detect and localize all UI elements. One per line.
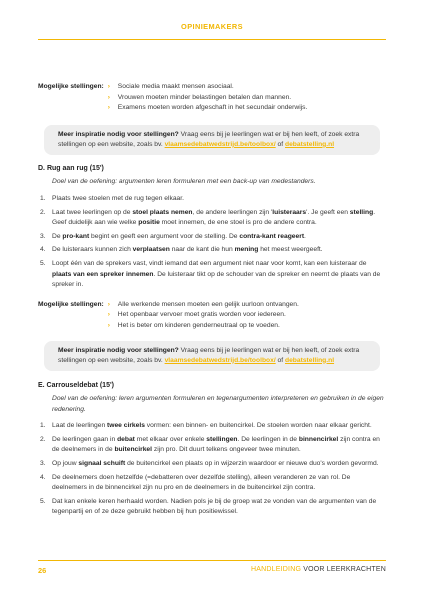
footer-title [251, 566, 386, 573]
step-text-part: . De leerlingen in de [237, 435, 299, 443]
stelling-text: Het openbaar vervoer moet gratis worden voor iedereen. [117, 311, 286, 319]
stelling-text: Alle werkende mensen moeten een gelijk uurloon ontvangen. [117, 300, 299, 308]
stellingen-label: Mogelijke stellingen: [38, 300, 104, 308]
step-number: 1. [40, 422, 46, 430]
step-text [52, 259, 386, 291]
step-text-part: met elkaar over enkele [134, 435, 207, 443]
steps-list-d [38, 194, 386, 291]
step-text [52, 194, 184, 205]
debatstelling-link[interactable]: debatstelling.nl [285, 140, 335, 148]
step-text-part: Loopt één van de sprekers vast, vindt iemand dat een argument niet naar voor komt, kan een luisteraar de [52, 259, 367, 267]
step-text-part: Dat kan enkele keren herhaald worden. Nadien pols je bij de groep wat ze vonden van de argumenten van de tegenpartij en of ze deze gebruikt hebben bij hun positiewissel. [52, 497, 377, 516]
step-text-bold: binnencirkel [298, 435, 339, 443]
step-number: 4. [40, 473, 46, 481]
step-text-part: . Geef duidelijk aan wie welke [52, 208, 376, 227]
list-item [108, 310, 299, 321]
header-divider [38, 39, 386, 40]
arrow-right-icon: › [107, 93, 111, 101]
step-text-bold: plaats van een spreker innemen [52, 270, 154, 278]
step-text-bold: verplaatsen [132, 246, 170, 254]
step-text-bold: luisteraars [272, 208, 307, 216]
stelling-text: Vrouwen moeten minder belastingen betalen dan mannen. [117, 93, 292, 101]
step-text-part: begint en geeft een argument voor de stelling. De [89, 232, 240, 240]
step-text-bold: twee cirkels [107, 422, 145, 430]
step-number: 4. [40, 246, 46, 254]
step-text-part: Op jouw [52, 460, 79, 468]
step-text-part: Laat de leerlingen [52, 422, 108, 430]
inspiration-box [44, 341, 380, 371]
footer-divider [38, 560, 386, 561]
step-text-part: zijn contra en de deelnemers in de [52, 435, 380, 454]
section-goal-d: Doel van de oefening: argumenten leren formuleren met een back-up van medestanders. [52, 178, 316, 186]
step-text-part: De deelnemers doen hetzelfde (=debatteren over dezelfde stelling), alleen veranderen ze van rol. De deelnemers in de binnencirkel zijn nu pro en de deelnemers in de buitencirkel zijn contra. [52, 473, 351, 492]
step-item [38, 435, 386, 456]
inspiration-heading: Meer inspiratie nodig voor stellingen? [58, 346, 179, 354]
step-item [38, 245, 386, 256]
step-number: 2. [40, 435, 46, 443]
step-text-bold: stoel plaats nemen [132, 208, 193, 216]
step-text-part: naar de kant die hun [169, 246, 235, 254]
section-heading-e: E. Carrouseldebat (15') [38, 381, 114, 389]
list-item [108, 93, 308, 104]
arrow-right-icon: › [107, 300, 111, 308]
debatstelling-link[interactable]: debatstelling.nl [285, 356, 335, 364]
step-text-part: De [52, 232, 63, 240]
step-item [38, 259, 386, 291]
step-text-part: . [304, 232, 306, 240]
footer-title-light: HANDLEIDING [251, 566, 302, 573]
stelling-text: Examens moeten worden afgeschaft in het secundair onderwijs. [117, 104, 308, 112]
inspiration-box [44, 125, 380, 155]
step-text-bold: stelling [349, 208, 374, 216]
step-text-part: zijn pro. Dit duurt telkens ongeveer twee minuten. [152, 446, 301, 454]
list-item [108, 82, 308, 93]
list-item [108, 321, 299, 332]
step-text-part: moet innemen, de ene stoel is pro de andere contra. [159, 219, 317, 227]
step-text [52, 208, 386, 229]
step-text-part: De luisteraars kunnen zich [52, 246, 133, 254]
step-text-part: vormen: een binnen- en buitencirkel. De stoelen worden naar elkaar gericht. [144, 422, 372, 430]
step-text-part: . De luisteraar tikt op de schouder van de spreker en neemt de plaats van de spreker in. [52, 270, 381, 289]
step-text [52, 421, 372, 432]
step-number: 3. [40, 232, 46, 240]
page-content [38, 82, 386, 521]
step-item [38, 232, 386, 243]
stellingen-label: Mogelijke stellingen: [38, 83, 104, 90]
list-item [108, 300, 299, 311]
step-text-part: , de andere leerlingen zijn ' [192, 208, 273, 216]
toolbox-link[interactable]: vlaamsedebatwedstrijd.be/toolbox/ [164, 356, 276, 364]
step-text-bold: stellingen [206, 435, 238, 443]
step-text-part: de buitencirkel een plaats op in wijzerzin waardoor er nieuwe duo's worden gevormd. [125, 460, 379, 468]
step-number: 5. [40, 259, 46, 267]
step-item [38, 208, 386, 229]
step-text-bold: contra-kant reageert [239, 232, 305, 240]
page-number: 26 [38, 566, 47, 575]
list-item [108, 103, 308, 114]
step-text-bold: debat [117, 435, 135, 443]
step-item [38, 497, 386, 518]
inspiration-heading: Meer inspiratie nodig voor stellingen? [58, 130, 179, 138]
step-text-part: '. Je geeft een [306, 208, 350, 216]
step-text-bold: buitencirkel [114, 446, 153, 454]
step-number: 5. [40, 497, 46, 505]
page-header-title: OPINIEMAKERS [181, 22, 243, 31]
step-number: 3. [40, 460, 46, 468]
arrow-right-icon: › [107, 321, 111, 329]
step-text [52, 245, 323, 256]
step-text-part: Laat twee leerlingen op de [52, 208, 133, 216]
step-text-bold: pro-kant [62, 232, 90, 240]
inspiration-text: Vraag eens bij je leerlingen wat er bij hen leeft, of zoek extra stellingen op een website, zoals bv. [58, 130, 360, 148]
step-text [52, 473, 386, 494]
stellingen-list [108, 300, 299, 332]
stellingen-list [108, 82, 308, 114]
step-item [38, 459, 386, 470]
arrow-right-icon: › [107, 83, 111, 90]
step-text [52, 497, 386, 518]
stelling-text: Het is beter om kinderen genderneutraal op te voeden. [117, 321, 280, 329]
step-text-part: het meest weergeeft. [258, 246, 323, 254]
section-heading-d: D. Rug aan rug (15') [38, 164, 104, 172]
inspiration-text: Vraag eens bij je leerlingen wat er bij hen leeft, of zoek extra stellingen op een website, zoals bv. [58, 346, 360, 364]
step-number: 1. [40, 194, 46, 202]
step-text-bold: signaal schuift [78, 460, 126, 468]
step-item [38, 473, 386, 494]
step-item [38, 194, 386, 205]
or-text: of [275, 140, 285, 148]
toolbox-link[interactable]: vlaamsedebatwedstrijd.be/toolbox/ [164, 140, 276, 148]
section-goal-e: Doel van de oefening: leren argumenten formuleren en tegenargumenten interpreteren en gebruiken in de eigen redenering. [52, 395, 384, 413]
stellingen-block-2 [38, 300, 386, 332]
steps-list-e [38, 421, 386, 518]
step-item [38, 421, 386, 432]
step-text-bold: mening [234, 246, 259, 254]
step-number: 2. [40, 208, 46, 216]
stelling-text: Sociale media maakt mensen asociaal. [117, 83, 234, 90]
arrow-right-icon: › [107, 311, 111, 319]
or-text: of [275, 356, 285, 364]
step-text [52, 232, 306, 243]
stellingen-block-1 [38, 82, 386, 114]
step-text [52, 435, 386, 456]
arrow-right-icon: › [107, 104, 111, 112]
step-text [52, 459, 379, 470]
footer-title-bold: VOOR LEERKRACHTEN [303, 566, 386, 573]
step-text-part: De leerlingen gaan in [52, 435, 118, 443]
step-text-bold: positie [138, 219, 160, 227]
step-text-part: Plaats twee stoelen met de rug tegen elkaar. [52, 194, 184, 202]
